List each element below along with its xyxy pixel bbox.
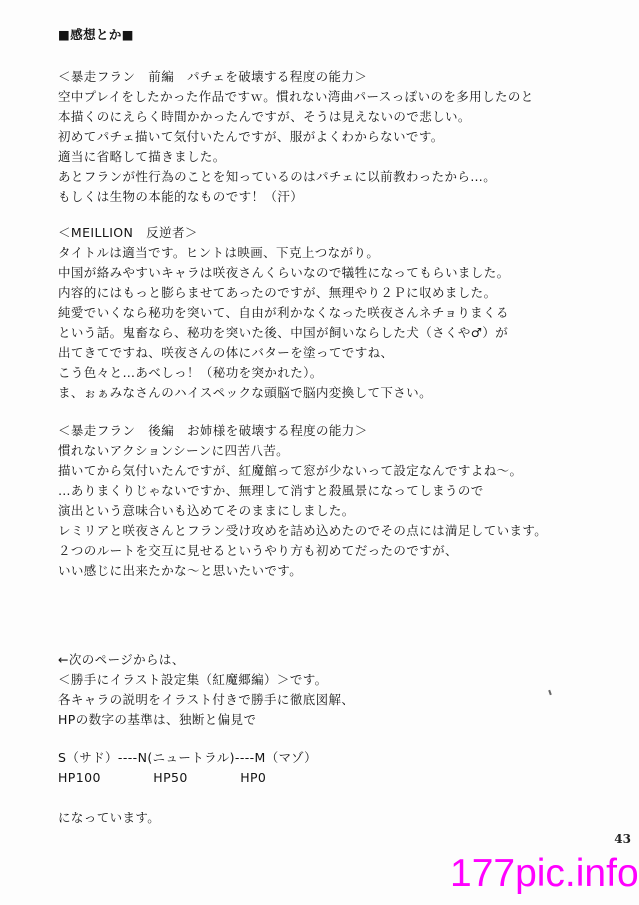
closing-line: になっています。 — [58, 810, 161, 825]
watermark-text: 177pic.info — [450, 852, 639, 895]
section-3-line-1: 慣れないアクションシーンに四苦八苦。 — [58, 443, 290, 458]
page-number: 43 — [614, 832, 631, 846]
section-1-line-6: もしくは生物の本能的なものです！（汗） — [58, 189, 304, 204]
next-note-line-2: ＜勝手にイラスト設定集（紅魔郷編）＞です。 — [58, 672, 328, 687]
section-1-line-1: 空中プレイをしたかった作品ですｗ。慣れない湾曲パースっぽいのを多用したのと — [58, 89, 534, 104]
scan-speck — [548, 690, 552, 695]
section-3-title: ＜暴走フラン 後編 お姉様を破壊する程度の能力＞ — [58, 423, 368, 438]
section-3-line-6: ２つのルートを交互に見せるというやり方も初めてだったのですが、 — [58, 543, 458, 558]
section-3-line-5: レミリアと咲夜さんとフラン受け攻めを詰め込めたのでその点には満足しています。 — [58, 523, 548, 538]
section-3-line-7: いい感じに出来たかな～と思いたいです。 — [58, 563, 303, 578]
next-note-line-3: 各キャラの説明をイラスト付きで勝手に徹底図解、 — [58, 692, 355, 707]
next-note-line-1: ←次のページからは、 — [58, 652, 185, 667]
section-3-line-2: 描いてから気付いたんですが、紅魔館って窓が少ないって設定なんですよね～。 — [58, 463, 523, 478]
section-2-title: ＜MEILLION 反逆者＞ — [58, 225, 198, 240]
section-1-line-5: あとフランが性行為のことを知っているのはパチェに以前教わったから…。 — [58, 169, 497, 184]
section-2-line-8: ま、ぉぁみなさんのハイスペックな頭脳で脳内変換して下さい。 — [58, 385, 432, 400]
section-2-line-5: という話。鬼畜なら、秘功を突いた後、中国が飼いならした犬（さくや♂）が — [58, 325, 509, 340]
section-3-line-3: …ありまくりじゃないですか、無理して消すと殺風景になってしまうので — [58, 483, 484, 498]
section-2-line-3: 内容的にはもっと膨らませてあったのですが、無理やり２Ｐに収めました。 — [58, 285, 497, 300]
hp-scale-line: HP100 HP50 HP0 — [58, 770, 267, 785]
section-2-line-4: 純愛でいくなら秘功を突いて、自由が利かなくなった咲夜さんネチョりまくる — [58, 305, 509, 320]
sm-scale-line: S（サド）----N(ニュートラル)----M（マゾ） — [58, 750, 318, 765]
next-note-line-4: HPの数字の基準は、独断と偏見で — [58, 712, 257, 727]
section-2-line-2: 中国が絡みやすいキャラは咲夜さんくらいなので犠牲になってもらいました。 — [58, 265, 510, 280]
section-1-line-4: 適当に省略して描きました。 — [58, 149, 226, 164]
section-2-line-7: こう色々と…あべしっ！（秘功を突かれた）。 — [58, 365, 323, 380]
section-2-line-1: タイトルは適当です。ヒントは映画、下克上つながり。 — [58, 245, 380, 260]
section-3-line-4: 演出という意味合いも込めてそのままにしました。 — [58, 503, 355, 518]
section-1-line-3: 初めてパチェ描いて気付いたんですが、服がよくわからないです。 — [58, 129, 444, 144]
section-1-title: ＜暴走フラン 前編 パチェを破壊する程度の能力＞ — [58, 69, 368, 84]
section-2-line-6: 出てきてですね、咲夜さんの体にバターを塗ってですね、 — [58, 345, 394, 360]
page-header: ■感想とか■ — [58, 27, 135, 42]
section-1-line-2: 本描くのにえらく時間かかったんですが、そうは見えないので悲しい。 — [58, 109, 471, 124]
